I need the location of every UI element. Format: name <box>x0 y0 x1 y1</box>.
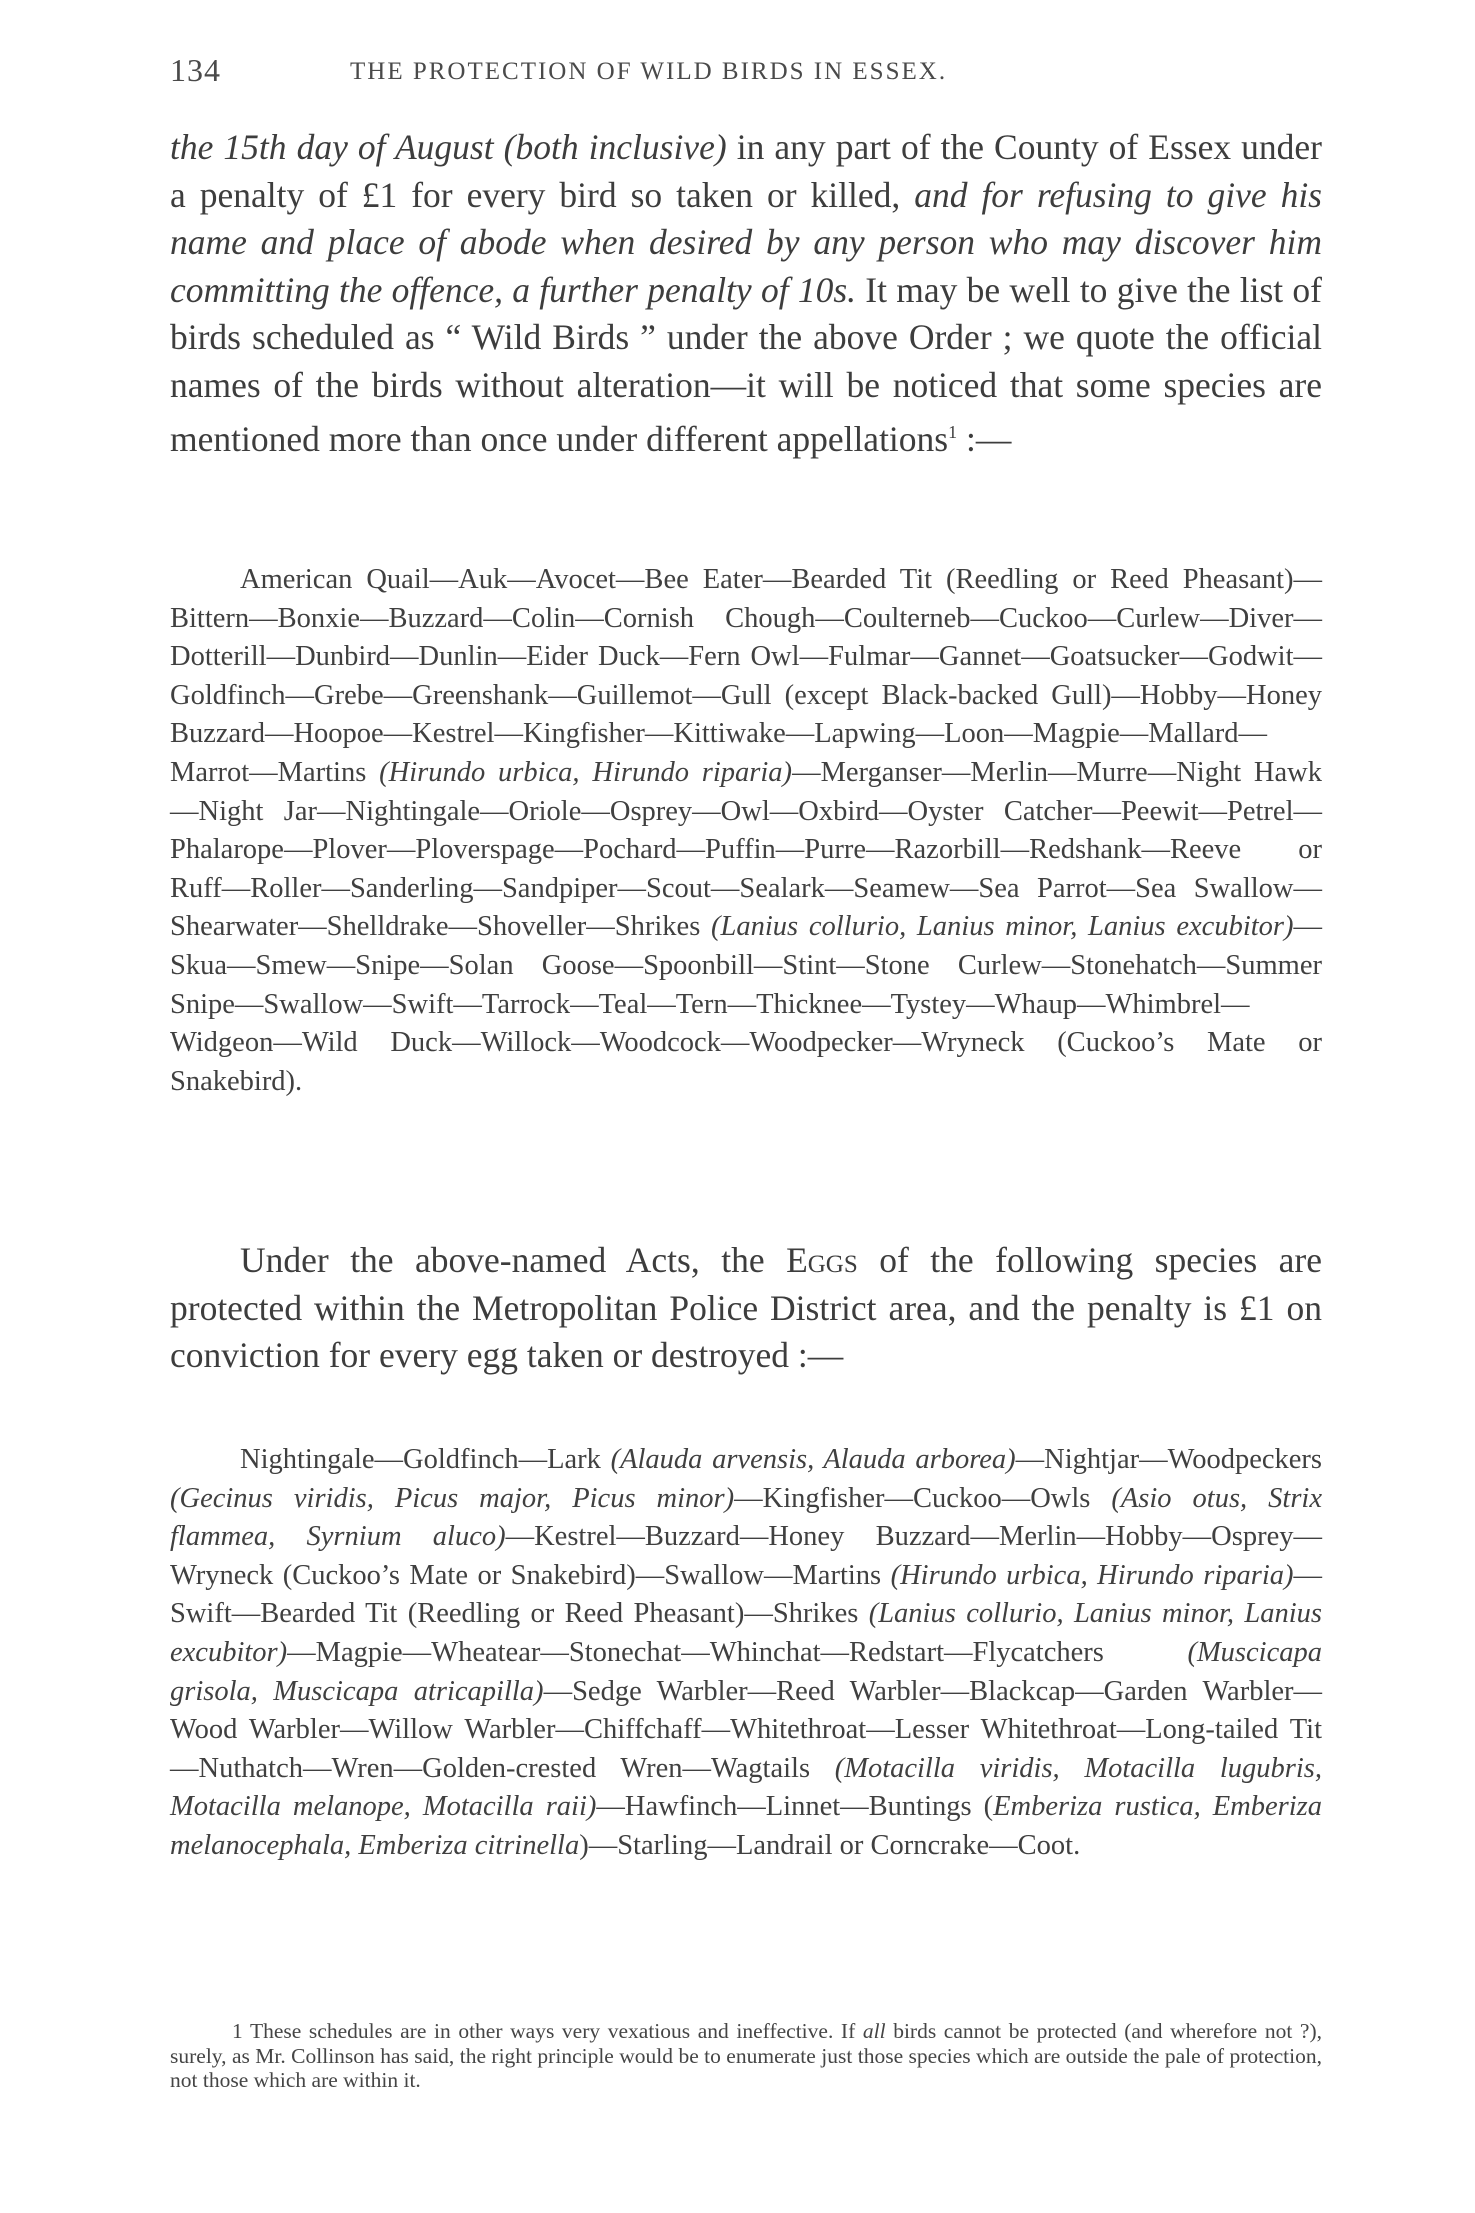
paragraph-text-span: of the following species are protected within the Metropolitan Police District area, and the penalty is £1 on conviction for every egg taken or destroyed :— <box>170 1240 1323 1375</box>
list-italic-span: (Lanius collurio, Lanius minor, Lanius excubitor) <box>170 1598 1322 1668</box>
list-text-span: —Swift—Bearded Tit (Reedling or Reed Pheasant)—Shrikes <box>170 1559 1323 1630</box>
footnote-marker: 1 <box>232 2019 243 2043</box>
list-text-span: —Sedge Warbler—Reed Warbler—Blackcap—Garden Warbler—Wood Warbler—Willow Warbler—Chiffchaff—Whitethroat—Lesser Whitethroat—Long-tailed Tit—Nuthatch—Wren—Golden-crested Wren—Wagtails <box>170 1675 1323 1784</box>
list-text-span: —Nightjar—Woodpeckers <box>1015 1444 1322 1475</box>
list-italic-span: (Muscicapa grisola, Muscicapa atricapilla) <box>170 1636 1322 1707</box>
list-text-span: —Magpie—Wheatear—Stonechat—Whinchat—Redstart—Flycatchers <box>287 1636 1188 1668</box>
list-text-span: American Quail—Auk—Avocet—Bee Eater—Bearded Tit (Reedling or Reed Pheasant)—Bittern—Bonxie—Buzzard—Colin—Cornish Chough—Coulterneb—Cuckoo—Curlew—Diver—Dotterill—Dunbird—Dunlin—Eider Duck—Fern Owl—Fulmar—Gannet—Goatsucker—Godwit—Goldfinch—Grebe—Greenshank—Guillemot—Gull (except Black-backed Gull)—Hobby—Honey Buzzard—Hoopoe—Kestrel—Kingfisher—Kittiwake—Lapwing—Loon—Magpie—Mallard—Marrot—Martins <box>170 564 1322 788</box>
list-text-span: —Merganser—Merlin—Murre—Night Hawk—Night Jar—Nightingale—Oriole—Osprey—Owl—Oxbird—Oyster Catcher—Peewit—Petrel—Phalarope—Plover—Ploverspage—Pochard—Puffin—Purre—Razorbill—Redshank—Reeve or Ruff—Roller—Sanderling—Sandpiper—Scout—Sealark—Seamew—Sea Parrot—Sea Swallow—Shearwater—Shelldrake—Shoveller—Shrikes <box>170 756 1323 943</box>
paragraph-order-penalty <box>170 124 1322 463</box>
footnote-text-span: These schedules are in other ways very vexatious and ineffective. If <box>242 2019 863 2043</box>
footnote-reference: 1 <box>948 422 958 442</box>
list-text-span: —Kingfisher—Cuckoo—Owls <box>734 1482 1112 1514</box>
list-italic-span: (Lanius collurio, Lanius minor, Lanius excubitor) <box>711 911 1294 943</box>
paragraph-text-span: :— <box>957 418 1012 459</box>
list-text-span: —Skua—Smew—Snipe—Solan Goose—Spoonbill—Stint—Stone Curlew—Stonehatch—Summer Snipe—Swallow—Swift—Tarrock—Teal—Tern—Thicknee—Tystey—Whaup—Whimbrel—Widgeon—Wild Duck—Willock—Woodcock—Woodpecker—Wryneck (Cuckoo’s Mate or Snakebird). <box>170 911 1322 1097</box>
list-italic-span: (Motacilla viridis, Motacilla lugubris, Motacilla melanope, Motacilla raii) <box>170 1752 1322 1823</box>
footnote-text-span: birds cannot be protected (and wherefore not ?), surely, as Mr. Collinson has said, the right principle would be to enumerate just those species which are outside the pale of protection, not those which are within it. <box>170 2019 1322 2092</box>
paragraph-text-span: It may be well to give the list of birds scheduled as “ Wild Birds ” under the above Order ; we quote the official names of the birds without alteration—it will be noticed that some species are mentioned more than once under different appellations <box>170 269 1322 459</box>
paragraph-italic-span: and for refusing to give his name and place of abode when desired by any person who may discover him committing the offence, a further penalty of 10s. <box>170 174 1322 310</box>
protected-eggs-list <box>170 1441 1322 1866</box>
paragraph-text-span: Under the above-named Acts, the <box>240 1240 787 1280</box>
list-text-span: Nightingale—Goldfinch—Lark <box>240 1444 611 1475</box>
list-italic-span: Emberiza rustica, Emberiza melanocephala, Emberiza citrinella <box>170 1791 1322 1861</box>
list-text-span: —Hawfinch—Linnet—Buntings ( <box>596 1791 994 1823</box>
footnote-italic-span: all <box>862 2019 886 2043</box>
page-number: 134 <box>170 52 221 88</box>
running-head <box>170 50 1330 96</box>
running-title: THE PROTECTION OF WILD BIRDS IN ESSEX. <box>350 58 948 85</box>
list-italic-span: (Hirundo urbica, Hirundo riparia) <box>379 756 793 788</box>
eggs-small-caps: Eggs <box>786 1240 858 1280</box>
list-text-span: —Kestrel—Buzzard—Honey Buzzard—Merlin—Hobby—Osprey—Wryneck (Cuckoo’s Mate or Snakebird)—Swallow—Martins <box>170 1521 1322 1591</box>
wild-birds-schedule-list <box>170 561 1322 1101</box>
paragraph-italic-span: the 15th day of August (both inclusive) <box>170 127 727 167</box>
list-text-span: )—Starling—Landrail or Corncrake—Coot. <box>579 1829 1081 1861</box>
paragraph-eggs-protection <box>170 1237 1322 1380</box>
list-italic-span: (Asio otus, Strix flammea, Syrnium aluco) <box>170 1482 1322 1553</box>
list-italic-span: (Alauda arvensis, Alauda arborea) <box>610 1444 1016 1475</box>
list-italic-span: (Gecinus viridis, Picus major, Picus minor) <box>170 1482 735 1514</box>
list-italic-span: (Hirundo urbica, Hirundo riparia) <box>890 1559 1294 1591</box>
paragraph-text-span: in any part of the County of Essex under a penalty of £1 for every bird so taken or killed, <box>170 127 1323 215</box>
footnote <box>170 2019 1322 2093</box>
